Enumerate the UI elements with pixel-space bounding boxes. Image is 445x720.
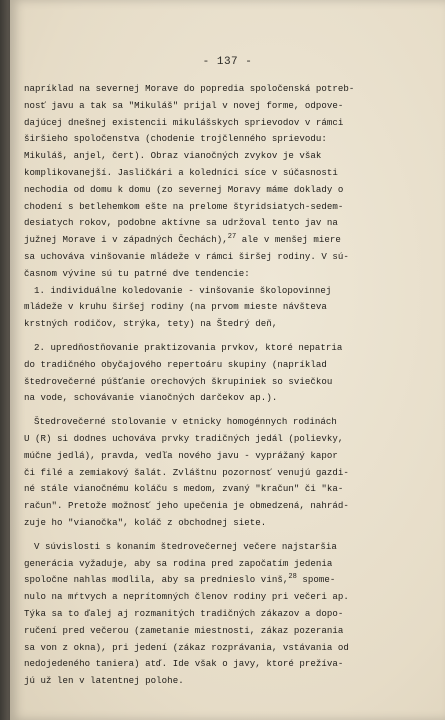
text-line [24,515,419,532]
text-line [24,539,419,556]
text-line [24,448,419,465]
footnote-reference: 27 [227,233,237,242]
line-text: U (R) si dodnes uchováva prvky tradičných jedál (polievky, [24,432,344,444]
text-line [24,340,419,357]
paragraph-gap [24,532,419,539]
text-line [24,606,419,623]
text-line [24,465,419,482]
line-text: spoločne nahlas modlila, aby sa prednieslo vinš, [24,574,289,586]
text-line [24,481,419,498]
line-text: nosť javu a tak sa "Mikuláš" prijal v novej forme, odpove- [24,99,344,111]
line-text-continued: ale v menšej miere [236,234,341,246]
paragraph-gap [24,407,419,414]
document-page [10,0,445,720]
line-text: či filé a zemiakový šalát. Zvláštnu pozornosť venujú gazdi- [24,466,349,478]
text-line [24,572,419,589]
text-line [24,232,419,249]
text-line [24,431,419,448]
text-line [24,357,419,374]
text-line [24,81,419,98]
line-text: komplikovanejší. Jasličkári a koledníci síce v súčasnosti [24,166,338,178]
line-text: desiatych rokov, podobne aktívne sa udržoval tento jav na [24,217,338,229]
text-line [24,390,419,407]
line-text: Týka sa to ďalej aj rozmanitých tradičných zákazov a dopo- [24,607,344,619]
line-text: 1. individuálne koledovanie - vinšovanie školopovinnej [34,284,332,296]
line-text: nulo na mŕtvych a neprítomných členov rodiny pri večeri ap. [24,591,349,603]
line-text: na vode, schovávanie vianočných darčekov ap.). [24,392,278,404]
line-text: do tradičného obyčajového repertoáru skupiny (napríklad [24,358,327,370]
line-text: Mikuláš, anjel, čert). Obraz vianočných zvykov je však [24,150,322,162]
text-line [24,148,419,165]
line-text-continued: spome- [296,574,336,586]
text-line [24,673,419,690]
line-text: V súvislosti s konaním štedrovečernej večere najstaršia [34,540,337,552]
text-line [24,283,419,300]
text-line [24,316,419,333]
line-text: štedrovečerné púšťanie orechových škrupiniek so sviečkou [24,375,333,387]
line-text: 2. upredňostňovanie praktizovania prvkov, ktoré nepatria [34,341,343,353]
text-line [24,131,419,148]
line-text: nedojedeného taniera) atď. Ide však o javy, ktoré prežíva- [24,658,344,670]
line-text: sa uchováva vinšovanie mládeže v rámci širšej rodiny. V sú- [24,250,349,262]
line-text: račun". Pretože možnosť jeho upečenia je obmedzená, nahrád- [24,500,349,512]
line-text: Štedrovečerné stolovanie v etnicky homogénnych rodinách [34,416,337,428]
text-line [24,199,419,216]
text-line [24,623,419,640]
line-text: nechodia od domu k domu (zo severnej Moravy máme doklady o [24,183,344,195]
text-line [24,656,419,673]
text-line [24,182,419,199]
line-text: južnej Morave i v západných Čechách), [24,234,228,246]
line-text: širšieho spoločenstva (chodenie trojčlenného sprievodu: [24,133,327,145]
text-line [24,374,419,391]
line-text: dajúcej dnešnej existencii mikulášskych sprievodov v rámci [24,116,344,128]
line-text: generácia vyžaduje, aby sa rodina pred započatím jedenia [24,557,333,569]
footnote-reference: 28 [288,573,297,582]
line-text: ručení pred večerou (zametanie miestnosti, zákaz pozerania [24,624,344,636]
line-text: časnom vývine sú tu patrné dve tendencie: [24,267,250,279]
text-line [24,498,419,515]
line-text: jú už len v latentnej polohe. [24,675,184,687]
text-line [24,215,419,232]
text-line [24,249,419,266]
page-number: - 137 - [202,56,253,68]
text-line [24,98,419,115]
line-text: mládeže v kruhu širšej rodiny (na prvom mieste návšteva [24,301,327,313]
text-line [24,165,419,182]
line-text: krstných rodičov, strýka, tety) na Štedrý deň, [24,318,278,330]
line-text: sa von z okna), pri jedení (zákaz rozprávania, vstávania od [24,641,349,653]
line-text: zuje ho "vianočka", koláč z obchodnej siete. [24,516,267,528]
line-text: chodení s betlehemkom ešte na prelome štyridsiatych-sedem- [24,200,344,212]
line-text: napríklad na severnej Morave do popredia spoločenská potreb- [24,83,355,94]
line-text: né stále vianočnému koláču s medom, zvaný "kračun" či "ka- [24,483,344,495]
text-line [24,640,419,657]
text-line [24,266,419,283]
text-line [24,299,419,316]
body-text [24,81,419,690]
line-text: múčne jedlá), pravda, vedľa nového javu - vyprážaný kapor [24,449,338,461]
text-line [24,115,419,132]
text-line [24,556,419,573]
paragraph-gap [24,333,419,340]
text-line [24,414,419,431]
text-line [24,589,419,606]
